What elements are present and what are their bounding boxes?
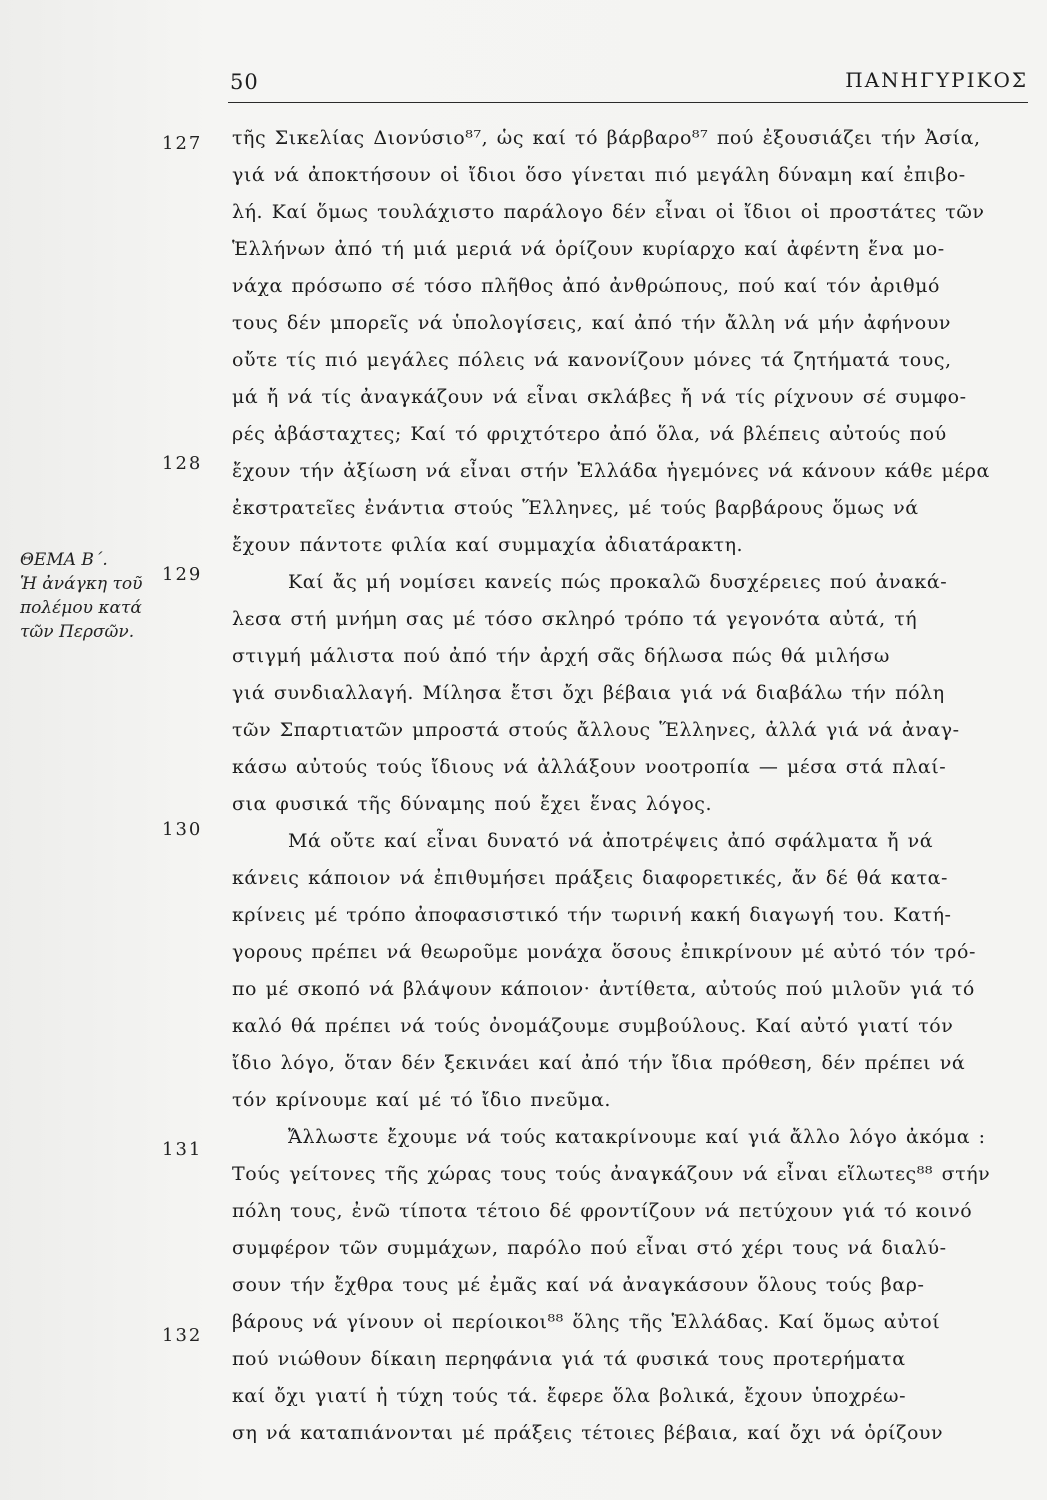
text-line: ἐκστρατεῖες ἐνάντια στούς Ἕλληνες, μέ τούς βαρβάρους ὅμως νά: [232, 497, 919, 519]
text-line: γορους πρέπει νά θεωροῦμε μονάχα ὅσους ἐπικρίνουν μέ αὐτό τόν τρό-: [232, 941, 976, 963]
text-line: κάσω αὐτούς τούς ἴδιους νά ἀλλάξουν νοοτροπία — μέσα στά πλαί-: [232, 756, 947, 778]
text-line: βάρους νά γίνουν οἱ περίοικοι⁸⁸ ὅλης τῆς Ἑλλάδας. Καί ὅμως αὐτοί: [232, 1311, 941, 1333]
text-line: ἔχουν πάντοτε φιλία καί συμμαχία ἀδιατάρακτη.: [232, 534, 744, 556]
page-number: 50: [230, 70, 259, 94]
text-line: καλό θά πρέπει νά τούς ὀνομάζουμε συμβούλους. Καί αὐτό γιατί τόν: [232, 1015, 954, 1037]
text-line: πο μέ σκοπό νά βλάψουν κάποιον· ἀντίθετα, αὐτούς πού μιλοῦν γιά τό: [232, 978, 975, 1000]
paragraph-number: 130: [162, 819, 203, 840]
text-line: γιά συνδιαλλαγή. Μίλησα ἔτσι ὄχι βέβαια γιά νά διαβάλω τήν πόλη: [232, 682, 945, 704]
text-line: τῶν Σπαρτιατῶν μπροστά στούς ἄλλους Ἕλληνες, ἀλλά γιά νά ἀναγ-: [232, 719, 960, 741]
text-line: ἔχουν τήν ἀξίωση νά εἶναι στήν Ἑλλάδα ἡγεμόνες νά κάνουν κάθε μέρα: [232, 460, 990, 482]
text-line: γιά νά ἀποκτήσουν οἱ ἴδιοι ὅσο γίνεται πιό μεγάλη δύναμη καί ἐπιβο-: [232, 164, 966, 186]
text-line: τόν κρίνουμε καί μέ τό ἴδιο πνεῦμα.: [232, 1089, 611, 1111]
margin-note-line: πολέμου κατά: [20, 598, 142, 618]
text-line: καί ὄχι γιατί ἡ τύχη τούς τά. ἔφερε ὅλα βολικά, ἔχουν ὑποχρέω-: [232, 1385, 907, 1407]
text-line: ρές ἀβάσταχτες; Καί τό φριχτότερο ἀπό ὅλα, νά βλέπεις αὐτούς πού: [232, 423, 947, 445]
text-line: οὔτε τίς πιό μεγάλες πόλεις νά κανονίζουν μόνες τά ζητήματά τους,: [232, 349, 952, 371]
text-line: Καί ἄς μή νομίσει κανείς πώς προκαλῶ δυσχέρειες πού ἀνακά-: [288, 571, 948, 593]
margin-note-line: τῶν Περσῶν.: [20, 622, 135, 642]
text-line: μά ἤ νά τίς ἀναγκάζουν νά εἶναι σκλάβες ἤ νά τίς ρίχνουν σέ συμφο-: [232, 386, 967, 408]
text-line: σια φυσικά τῆς δύναμης πού ἔχει ἕνας λόγος.: [232, 793, 713, 815]
text-line: τῆς Σικελίας Διονύσιο⁸⁷, ὡς καί τό βάρβαρο⁸⁷ πού ἐξουσιάζει τήν Ἀσία,: [232, 127, 981, 149]
text-line: λεσα στή μνήμη σας μέ τόσο σκληρό τρόπο τά γεγονότα αὐτά, τή: [232, 608, 918, 630]
margin-note-title: ΘΕΜΑ Β΄.: [20, 550, 108, 570]
text-line: τους δέν μπορεῖς νά ὑπολογίσεις, καί ἀπό τήν ἄλλη νά μήν ἀφήνουν: [232, 312, 951, 334]
paragraph-number: 132: [162, 1325, 203, 1346]
text-line: Ἑλλήνων ἀπό τή μιά μεριά νά ὁρίζουν κυρίαρχο καί ἀφέντη ἕνα μο-: [232, 238, 945, 260]
text-line: κρίνεις μέ τρόπο ἀποφασιστικό τήν τωρινή κακή διαγωγή του. Κατή-: [232, 904, 952, 926]
paragraph-number: 131: [162, 1139, 203, 1160]
paragraph-number: 127: [162, 133, 203, 154]
text-line: Τούς γείτονες τῆς χώρας τους τούς ἀναγκάζουν νά εἶναι εἵλωτες⁸⁸ στήν: [232, 1163, 991, 1185]
text-line: πόλη τους, ἐνῶ τίποτα τέτοιο δέ φροντίζουν νά πετύχουν γιά τό κοινό: [232, 1200, 973, 1222]
text-line: λή. Καί ὅμως τουλάχιστο παράλογο δέν εἶναι οἱ ἴδιοι οἱ προστάτες τῶν: [232, 201, 985, 223]
text-line: νάχα πρόσωπο σέ τόσο πλῆθος ἀπό ἀνθρώπους, πού καί τόν ἀριθμό: [232, 275, 940, 297]
text-line: Μά οὔτε καί εἶναι δυνατό νά ἀποτρέψεις ἀπό σφάλματα ἤ νά: [288, 830, 934, 852]
text-line: κάνεις κάποιον νά ἐπιθυμήσει πράξεις διαφορετικές, ἄν δέ θά κατα-: [232, 867, 948, 889]
paragraph-number: 128: [162, 453, 203, 474]
text-line: ἴδιο λόγο, ὅταν δέν ξεκινάει καί ἀπό τήν ἴδια πρόθεση, δέν πρέπει νά: [232, 1052, 966, 1074]
paragraph-number: 129: [162, 564, 203, 585]
running-head: ΠΑΝΗΓΥΡΙΚΟΣ: [845, 68, 1028, 92]
text-line: Ἄλλωστε ἔχουμε νά τούς κατακρίνουμε καί γιά ἄλλο λόγο ἀκόμα :: [288, 1126, 986, 1148]
text-line: στιγμή μάλιστα πού ἀπό τήν ἀρχή σᾶς δήλωσα πώς θά μιλήσω: [232, 645, 890, 667]
text-line: πού νιώθουν δίκαιη περηφάνια γιά τά φυσικά τους προτερήματα: [232, 1348, 906, 1370]
text-line: ση νά καταπιάνονται μέ πράξεις τέτοιες βέβαια, καί ὄχι νά ὁρίζουν: [232, 1422, 944, 1444]
text-line: σουν τήν ἔχθρα τους μέ ἐμᾶς καί νά ἀναγκάσουν ὅλους τούς βαρ-: [232, 1274, 925, 1296]
text-line: συμφέρον τῶν συμμάχων, παρόλο πού εἶναι στό χέρι τους νά διαλύ-: [232, 1237, 947, 1259]
margin-note-line: Ἡ ἀνάγκη τοῦ: [20, 574, 143, 594]
